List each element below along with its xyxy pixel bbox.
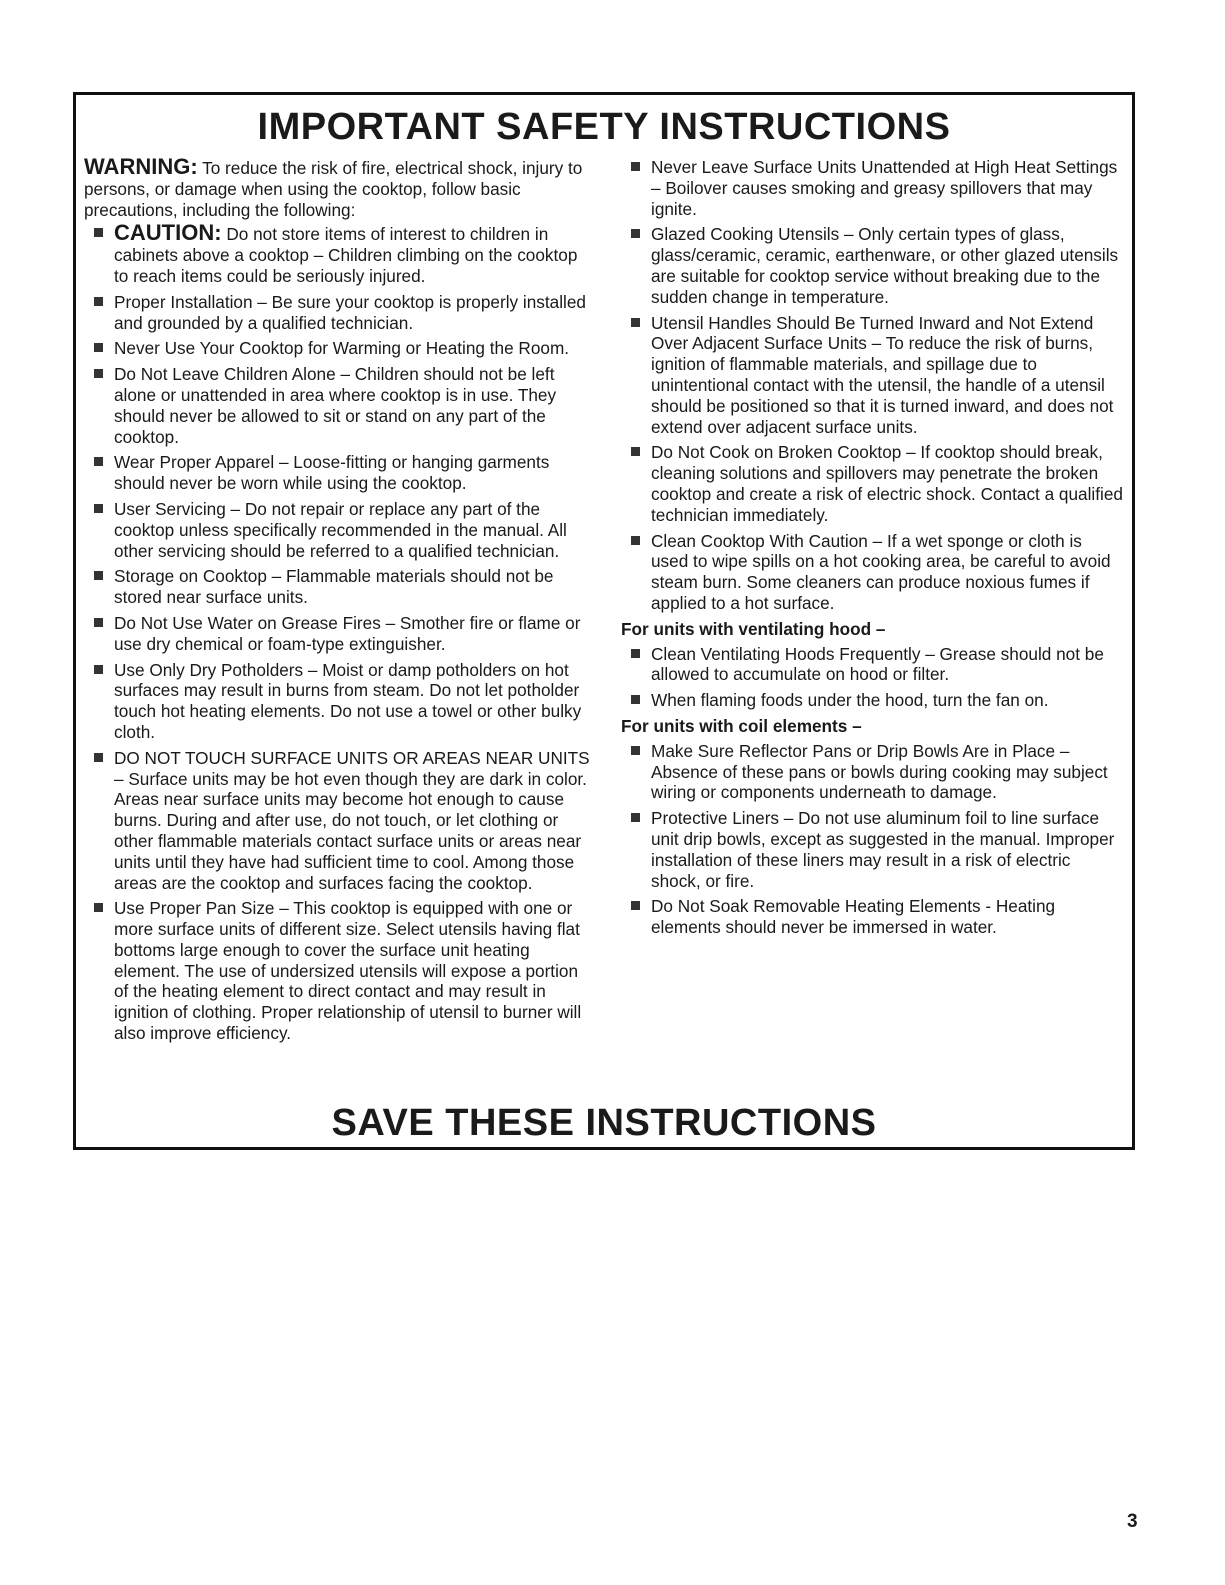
list-item: [84, 898, 592, 1044]
square-bullet-icon: [94, 618, 103, 627]
page-number: 3: [1127, 1511, 1138, 1532]
item-text: Do Not Soak Removable Heating Elements - Heating elements should never be immersed in water.: [651, 896, 1056, 938]
list-item: [621, 896, 1123, 938]
item-text: Wear Proper Apparel – Loose-fitting or hanging garments should never be worn while using the cooktop.: [114, 452, 550, 494]
coil-heading: For units with coil elements –: [621, 715, 862, 736]
item-text: Make Sure Reflector Pans or Drip Bowls Are in Place – Absence of these pans or bowls during cooking may subject wiring or components underneath to damage.: [651, 740, 1108, 803]
warning-label: WARNING:: [84, 154, 198, 179]
square-bullet-icon: [631, 746, 640, 755]
list-item: [84, 364, 592, 447]
left-instruction-list: [84, 220, 592, 1044]
right-column: [621, 157, 1123, 943]
item-text: When flaming foods under the hood, turn the fan on.: [651, 690, 1049, 711]
item-text: Storage on Cooktop – Flammable materials should not be stored near surface units.: [114, 566, 554, 608]
ventilating-instruction-list: [621, 644, 1123, 711]
square-bullet-icon: [631, 318, 640, 327]
square-bullet-icon: [94, 369, 103, 378]
square-bullet-icon: [631, 813, 640, 822]
item-text: User Servicing – Do not repair or replace any part of the cooktop unless specifically recommended in the manual. All other servicing should be referred to a qualified technician.: [114, 498, 567, 561]
item-text: Clean Cooktop With Caution – If a wet sponge or cloth is used to wipe spills on a hot cooking area, be careful to avoid steam burn. Some cleaners can produce noxious fumes if applied to a hot surface.: [651, 530, 1111, 613]
list-item: [621, 313, 1123, 438]
square-bullet-icon: [631, 447, 640, 456]
list-item: [84, 499, 592, 561]
page-title: IMPORTANT SAFETY INSTRUCTIONS: [257, 106, 951, 148]
item-text: Protective Liners – Do not use aluminum foil to line surface unit drip bowls, except as suggested in the manual. Improper installation of these liners may result in a risk of electric shock, or fire.: [651, 808, 1115, 891]
square-bullet-icon: [94, 457, 103, 466]
square-bullet-icon: [631, 901, 640, 910]
list-item: [84, 220, 592, 286]
square-bullet-icon: [631, 229, 640, 238]
list-item: [84, 748, 592, 894]
warning-paragraph: [84, 154, 592, 220]
square-bullet-icon: [94, 665, 103, 674]
coil-instruction-list: [621, 741, 1123, 938]
left-column: [84, 154, 592, 1049]
item-text: Do Not Use Water on Grease Fires – Smother fire or flame or use dry chemical or foam-type extinguisher.: [114, 612, 581, 654]
item-text: Do not store items of interest to children in cabinets above a cooktop – Children climbing on the cooktop to reach items could be seriously injured.: [114, 224, 578, 286]
square-bullet-icon: [94, 571, 103, 580]
safety-instructions-box: [73, 92, 1135, 1150]
square-bullet-icon: [631, 695, 640, 704]
save-instructions-title: SAVE THESE INSTRUCTIONS: [331, 1102, 877, 1144]
right-instruction-list: [621, 157, 1123, 614]
square-bullet-icon: [94, 228, 103, 237]
item-text: Do Not Leave Children Alone – Children should not be left alone or unattended in area where cooktop is in use. They should never be allowed to sit or stand on any part of the cooktop.: [114, 364, 557, 447]
square-bullet-icon: [94, 297, 103, 306]
item-text: Never Leave Surface Units Unattended at High Heat Settings – Boilover causes smoking and greasy spillovers that may ignite.: [651, 157, 1118, 219]
item-text: Proper Installation – Be sure your cooktop is properly installed and grounded by a qualified technician.: [114, 291, 586, 333]
item-text: Use Proper Pan Size – This cooktop is equipped with one or more surface units of different size. Select utensils having flat bottoms large enough to cover the surface unit heating element. The use of undersized utensils will expose a portion of the heating element to direct contact and may result in ignition of clothing. Proper relationship of utensil to burner will also improve efficiency.: [114, 898, 582, 1044]
list-item: [621, 531, 1123, 614]
list-item: [84, 338, 592, 359]
list-item: [84, 452, 592, 494]
square-bullet-icon: [631, 536, 640, 545]
square-bullet-icon: [94, 504, 103, 513]
item-text: Utensil Handles Should Be Turned Inward and Not Extend Over Adjacent Surface Units – To reduce the risk of burns, ignition of flammable materials, and spillage due to unintentional contact with the utensil, the handle of a utensil should be positioned so that it is turned inward, and does not extend over adjacent surface units.: [651, 312, 1114, 437]
square-bullet-icon: [94, 343, 103, 352]
item-text: DO NOT TOUCH SURFACE UNITS OR AREAS NEAR UNITS – Surface units may be hot even though they are dark in color. Areas near surface units may become hot enough to cause burns. During and after use, do not touch, or let clothing or other flammable materials contact surface units or areas near units until they have had sufficient time to cool. Among those areas are the cooktop and surfaces facing the cooktop.: [114, 747, 590, 893]
square-bullet-icon: [94, 903, 103, 912]
list-item: [621, 690, 1123, 711]
list-item: [621, 644, 1123, 686]
list-item: [621, 741, 1123, 803]
square-bullet-icon: [631, 649, 640, 658]
list-item: [84, 566, 592, 608]
square-bullet-icon: [94, 753, 103, 762]
item-lead: CAUTION:: [114, 220, 222, 246]
warning-text: To reduce the risk of fire, electrical shock, injury to persons, or damage when using the cooktop, follow basic precautions, including the following:: [84, 158, 583, 220]
ventilating-heading: For units with ventilating hood –: [621, 618, 886, 639]
item-text: Use Only Dry Potholders – Moist or damp potholders on hot surfaces may result in burns from steam. Do not let potholder touch hot heating elements. Do not use a towel or other bulky cloth.: [114, 659, 582, 742]
item-text: Glazed Cooking Utensils – Only certain types of glass, glass/ceramic, ceramic, earthenware, or other glazed utensils are suitable for cooktop service without breaking due to the sudden change in temperature.: [651, 224, 1119, 307]
list-item: [621, 224, 1123, 307]
list-item: [621, 442, 1123, 525]
item-text: Do Not Cook on Broken Cooktop – If cooktop should break, cleaning solutions and spillovers may penetrate the broken cooktop and create a risk of electric shock. Contact a qualified technician immediately.: [651, 442, 1123, 525]
square-bullet-icon: [631, 162, 640, 171]
list-item: [84, 660, 592, 743]
list-item: [621, 157, 1123, 219]
list-item: [84, 292, 592, 334]
list-item: [84, 613, 592, 655]
list-item: [621, 808, 1123, 891]
item-text: Never Use Your Cooktop for Warming or Heating the Room.: [114, 338, 570, 359]
item-text: Clean Ventilating Hoods Frequently – Grease should not be allowed to accumulate on hood or filter.: [651, 643, 1104, 685]
